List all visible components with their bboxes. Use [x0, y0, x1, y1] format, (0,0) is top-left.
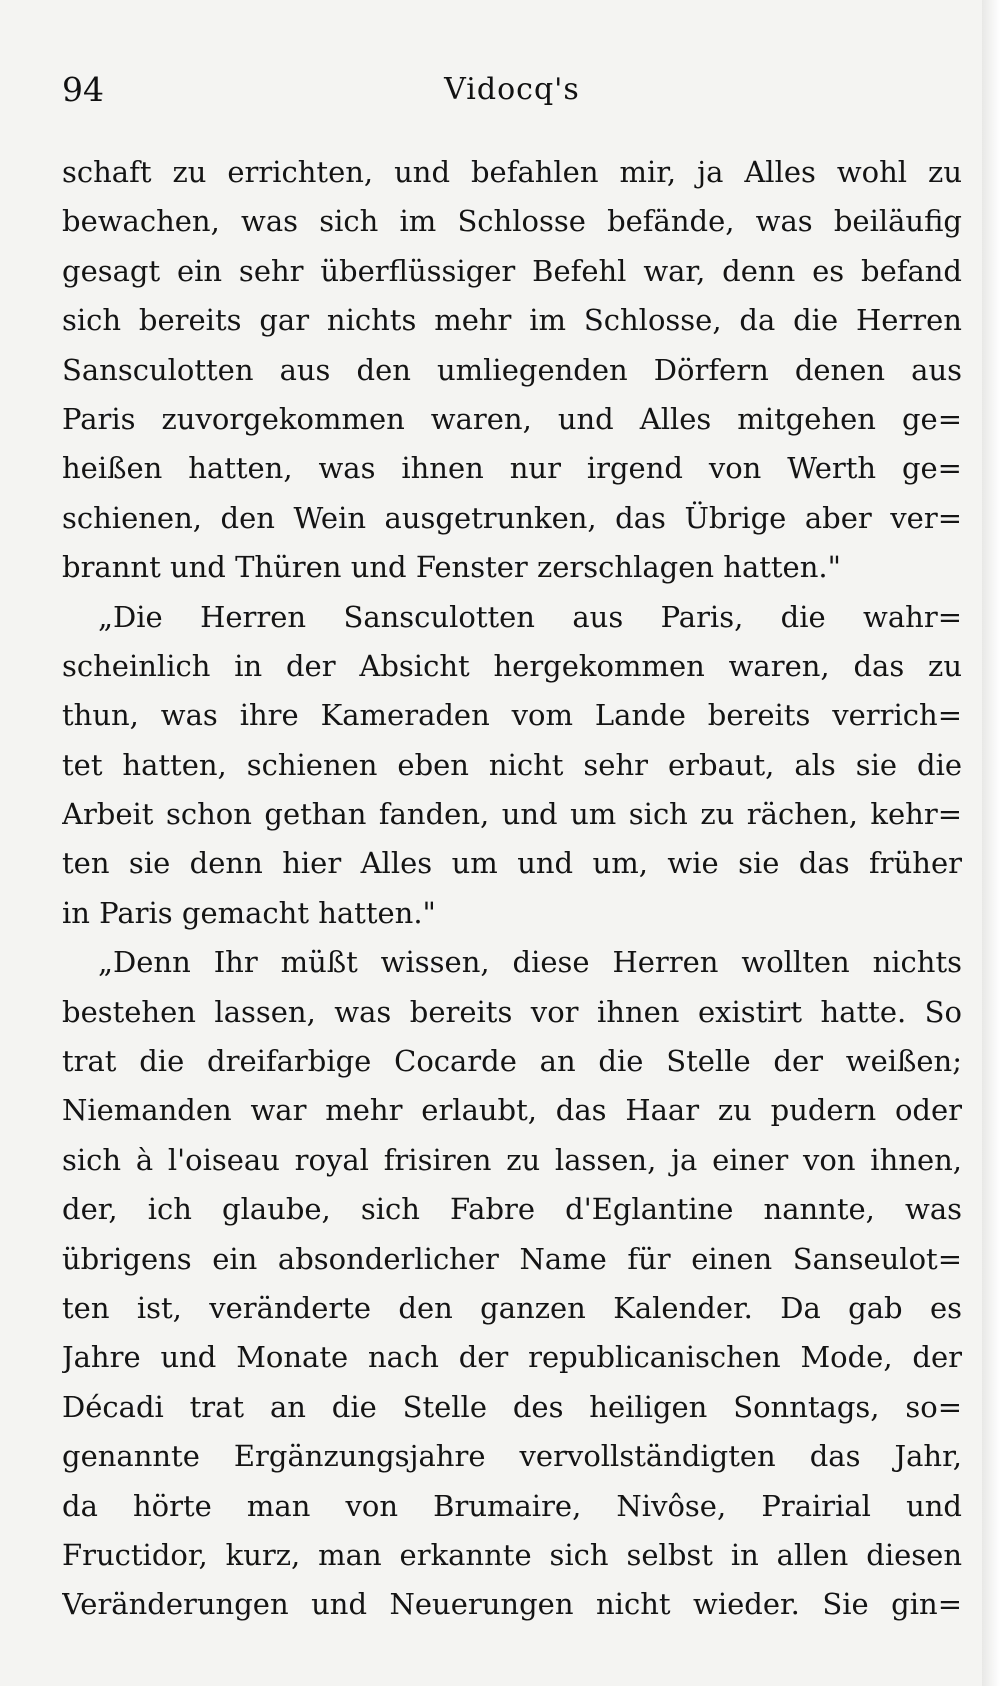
text-line: da hörte man von Brumaire, Nivôse, Prairial und	[62, 1488, 962, 1523]
text-line: Jahre und Monate nach der republicanischen Mode, der	[62, 1340, 962, 1375]
text-line: der, ich glaube, sich Fabre d'Eglantine nannte, was	[62, 1192, 962, 1227]
text-line: sich bereits gar nichts mehr im Schlosse, da die Herren	[62, 303, 962, 338]
text-line: trat die dreifarbige Cocarde an die Stelle der weißen;	[62, 1044, 962, 1079]
text-line: ten sie denn hier Alles um und um, wie sie das früher	[62, 846, 962, 881]
text-line: in Paris gemacht hatten."	[62, 895, 436, 930]
text-line: schienen, den Wein ausgetrunken, das Übrige aber ver=	[62, 500, 962, 535]
text-line: bewachen, was sich im Schlosse befände, was beiläufig	[62, 204, 962, 239]
text-line: scheinlich in der Absicht hergekommen waren, das zu	[62, 648, 962, 683]
text-line: „Denn Ihr müßt wissen, diese Herren wollten nichts	[98, 945, 962, 980]
text-line: thun, was ihre Kameraden vom Lande bereits verrich=	[62, 698, 962, 733]
text-line: gesagt ein sehr überflüssiger Befehl war, denn es befand	[62, 253, 962, 288]
text-line: „Die Herren Sansculotten aus Paris, die wahr=	[98, 599, 962, 634]
text-line: genannte Ergänzungsjahre vervollständigten das Jahr,	[62, 1439, 962, 1474]
body-text	[62, 148, 962, 1630]
text-line: ten ist, veränderte den ganzen Kalender. Da gab es	[62, 1290, 962, 1325]
text-line: Fructidor, kurz, man erkannte sich selbst in allen diesen	[62, 1537, 962, 1572]
text-line: tet hatten, schienen eben nicht sehr erbaut, als sie die	[62, 747, 962, 782]
text-line: übrigens ein absonderlicher Name für einen Sanseulot=	[62, 1241, 962, 1276]
text-line: Paris zuvorgekommen waren, und Alles mitgehen ge=	[62, 401, 962, 436]
text-line: Sansculotten aus den umliegenden Dörfern denen aus	[62, 352, 962, 387]
text-line: sich à l'oiseau royal frisiren zu lassen, ja einer von ihnen,	[62, 1142, 962, 1177]
text-line: bestehen lassen, was bereits vor ihnen existirt hatte. So	[62, 994, 962, 1029]
page-edge-shadow	[982, 0, 1000, 1686]
text-line: Décadi trat an die Stelle des heiligen Sonntags, so=	[62, 1389, 962, 1424]
running-title: Vidocq's	[444, 72, 580, 107]
text-line: heißen hatten, was ihnen nur irgend von Werth ge=	[62, 451, 962, 486]
text-line: Arbeit schon gethan fanden, und um sich zu rächen, kehr=	[62, 797, 962, 832]
text-line: Veränderungen und Neuerungen nicht wieder. Sie gin=	[62, 1587, 962, 1622]
page-number: 94	[62, 70, 104, 109]
text-line: Niemanden war mehr erlaubt, das Haar zu pudern oder	[62, 1093, 962, 1128]
text-line: brannt und Thüren und Fenster zerschlagen hatten."	[62, 550, 841, 585]
running-head	[62, 70, 962, 110]
text-line: schaft zu errichten, und befahlen mir, ja Alles wohl zu	[62, 155, 962, 189]
